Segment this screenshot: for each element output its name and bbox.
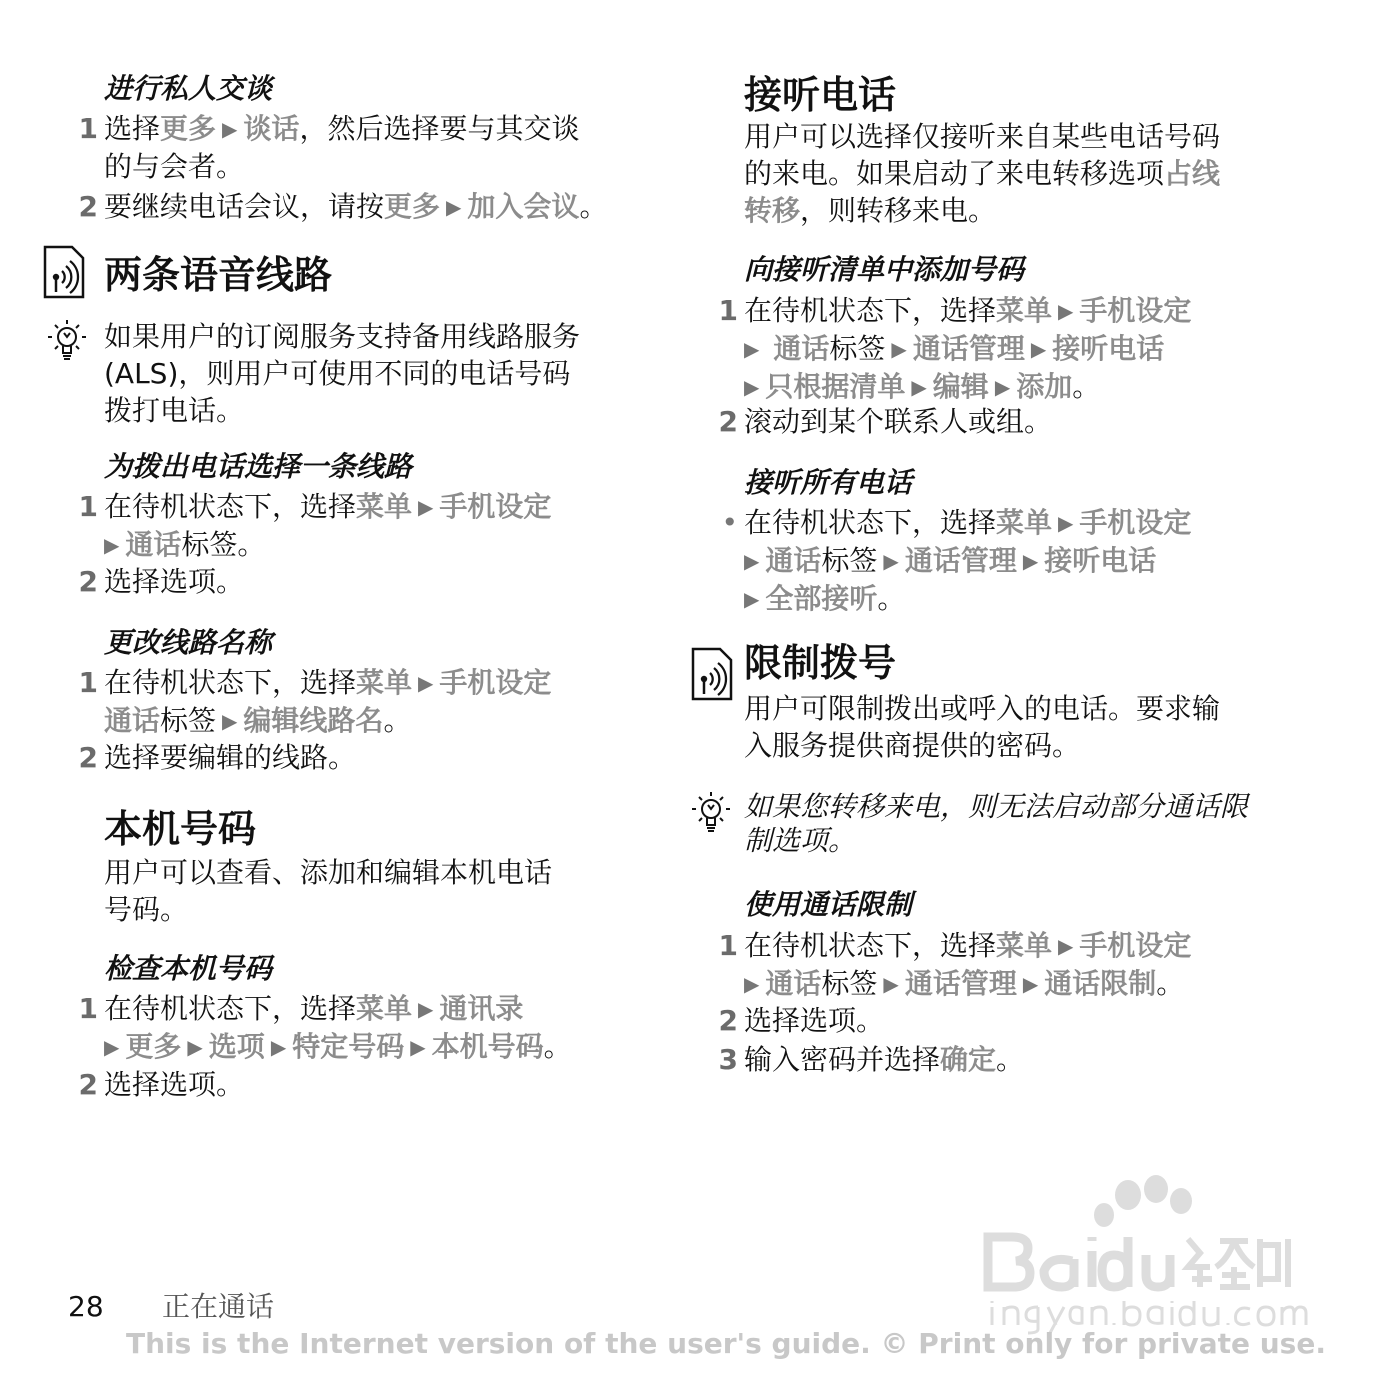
menu-menu: 菜单 <box>996 506 1053 539</box>
step-text: 在待机状态下，选择菜单 ▶ 手机设定 通话标签 ▶ 编辑线路名。 <box>104 666 552 737</box>
menu-calls: 通话 <box>765 544 822 577</box>
tip-restrict: 如果您转移来电，则无法启动部分通话限 制选项。 <box>744 790 1249 857</box>
step-text: 选择选项。 <box>744 1004 885 1037</box>
arrow-icon: ▶ <box>222 117 238 141</box>
arrow-icon: ▶ <box>418 495 434 519</box>
menu-edit: 编辑 <box>932 370 989 403</box>
arrow-icon: ▶ <box>446 195 462 219</box>
menu-settings: 手机设定 <box>1079 294 1192 327</box>
menu-menu: 菜单 <box>996 294 1053 327</box>
arrow-icon: ▶ <box>1058 934 1074 958</box>
arrow-icon: ▶ <box>891 337 907 361</box>
step-text: 在待机状态下，选择菜单 ▶ 手机设定 ▶ 通话标签 ▶ 通话管理 ▶ 接听电话 ▶ 只根据清单 ▶ 编辑 ▶ 添加。 <box>744 294 1192 403</box>
menu-only-from-list: 只根据清单 <box>765 370 906 403</box>
step-text: 在待机状态下，选择菜单 ▶ 手机设定 ▶ 通话标签 ▶ 通话管理 ▶ 通话限制。 <box>744 929 1192 1000</box>
step-number: 2 <box>718 405 738 438</box>
footer-section-title: 正在通话 <box>162 1290 275 1323</box>
menu-ok: 确定 <box>940 1043 997 1076</box>
arrow-icon: ▶ <box>1058 299 1074 323</box>
menu-settings: 手机设定 <box>1079 929 1192 962</box>
subheading-accept-all: 接听所有电话 <box>744 466 913 499</box>
step-number: 1 <box>718 294 738 327</box>
arrow-icon: ▶ <box>187 1035 203 1059</box>
menu-accept-calls: 接听电话 <box>1044 544 1157 577</box>
step-number: 1 <box>718 929 738 962</box>
arrow-icon: ▶ <box>104 533 120 557</box>
menu-menu: 菜单 <box>356 490 413 523</box>
menu-accept-calls: 接听电话 <box>1052 332 1165 365</box>
footer-notice: This is the Internet version of the user's guide. © Print only for private use. <box>126 1327 1326 1360</box>
menu-special-numbers: 特定号码 <box>292 1030 405 1063</box>
step-number: 1 <box>78 490 98 523</box>
menu-add: 添加 <box>1016 370 1073 403</box>
arrow-icon: ▶ <box>744 587 760 611</box>
step-number: 2 <box>78 1068 98 1101</box>
step-number: 1 <box>78 666 98 699</box>
step-text: 要继续电话会议，请按更多 ▶ 加入会议。 <box>104 190 608 223</box>
menu-menu: 菜单 <box>996 929 1053 962</box>
arrow-icon: ▶ <box>744 972 760 996</box>
arrow-icon: ▶ <box>994 375 1011 399</box>
arrow-icon: ▶ <box>883 972 899 996</box>
arrow-icon: ▶ <box>104 1035 120 1059</box>
menu-calls: 通话 <box>104 704 161 737</box>
subheading-check-numbers: 检查本机号码 <box>104 952 273 985</box>
menu-restrict-calls: 通话限制 <box>1044 967 1157 1000</box>
menu-more: 更多 <box>125 1030 182 1063</box>
menu-manage-calls: 通话管理 <box>904 544 1017 577</box>
step-text: 滚动到某个联系人或组。 <box>744 405 1053 438</box>
step-text: 在待机状态下，选择菜单 ▶ 通讯录 ▶ 更多 ▶ 选项 ▶ 特定号码 ▶ 本机号码。 <box>104 992 572 1063</box>
menu-more: 更多 <box>160 112 217 145</box>
menu-manage-calls: 通话管理 <box>912 332 1025 365</box>
menu-options: 选项 <box>208 1030 265 1063</box>
menu-menu: 菜单 <box>356 666 413 699</box>
lightbulb-tip-icon <box>690 790 732 836</box>
menu-manage-calls: 通话管理 <box>904 967 1017 1000</box>
menu-settings: 手机设定 <box>439 490 552 523</box>
menu-menu: 菜单 <box>356 992 413 1025</box>
menu-talk: 谈话 <box>243 112 300 145</box>
arrow-icon: ▶ <box>1058 511 1074 535</box>
subheading-add-to-list: 向接听清单中添加号码 <box>744 253 1025 286</box>
step-number: 2 <box>78 741 98 774</box>
section-title-two-lines: 两条语音线路 <box>104 253 333 297</box>
section-title-my-numbers: 本机号码 <box>104 807 257 851</box>
subheading-private-talk: 进行私人交谈 <box>104 72 273 105</box>
intro-my-numbers: 用户可以查看、添加和编辑本机电话 号码。 <box>104 856 553 926</box>
step-number: 2 <box>78 190 98 223</box>
menu-calls: 通话 <box>125 528 182 561</box>
arrow-icon: ▶ <box>222 709 238 733</box>
menu-settings: 手机设定 <box>439 666 552 699</box>
step-text: 在待机状态下，选择菜单 ▶ 手机设定 ▶ 通话标签 ▶ 通话管理 ▶ 接听电话 ▶ 全部接听。 <box>744 506 1192 615</box>
arrow-icon: ▶ <box>1030 337 1047 361</box>
section-title-restrict: 限制拨号 <box>744 641 897 685</box>
baidu-jingyan-watermark-logo <box>978 1175 1308 1335</box>
arrow-icon: ▶ <box>883 549 899 573</box>
lightbulb-tip-icon <box>46 318 88 364</box>
step-number: 3 <box>718 1043 738 1076</box>
step-text: 选择要编辑的线路。 <box>104 741 357 774</box>
arrow-icon: ▶ <box>418 671 434 695</box>
menu-settings: 手机设定 <box>1079 506 1192 539</box>
intro-accept-calls: 用户可以选择仅接听来自某些电话号码 的来电。如果启动了来电转移选项占线 转移，则转移来电。 <box>744 120 1221 227</box>
menu-busy: 占线 <box>1164 157 1221 190</box>
arrow-icon: ▶ <box>270 1035 287 1059</box>
menu-forward: 转移 <box>744 194 801 227</box>
arrow-icon: ▶ <box>744 375 760 399</box>
step-text: 输入密码并选择确定。 <box>744 1043 1025 1076</box>
menu-join-conference: 加入会议 <box>467 190 580 223</box>
step-number: 2 <box>718 1004 738 1037</box>
subheading-rename-line: 更改线路名称 <box>104 626 273 659</box>
menu-calls: 通话 <box>773 332 830 365</box>
intro-restrict: 用户可限制拨出或呼入的电话。要求输 入服务提供商提供的密码。 <box>744 692 1221 762</box>
bullet: • <box>721 506 738 539</box>
menu-edit-line-names: 编辑线路名 <box>243 704 384 737</box>
step-text: 选择选项。 <box>104 1068 245 1101</box>
network-service-icon <box>690 646 734 702</box>
menu-calls: 通话 <box>765 967 822 1000</box>
subheading-select-line: 为拨出电话选择一条线路 <box>104 450 413 483</box>
menu-all-callers: 全部接听 <box>765 582 878 615</box>
subheading-use-restrict: 使用通话限制 <box>744 888 913 921</box>
step-text: 选择更多 ▶ 谈话，然后选择要与其交谈 的与会者。 <box>104 112 580 183</box>
step-number: 1 <box>78 112 98 145</box>
step-number: 1 <box>78 992 98 1025</box>
arrow-icon: ▶ <box>744 549 760 573</box>
section-title-accept-calls: 接听电话 <box>744 73 897 117</box>
arrow-icon: ▶ <box>744 337 760 361</box>
arrow-icon: ▶ <box>410 1035 426 1059</box>
menu-contacts: 通讯录 <box>439 992 524 1025</box>
menu-more: 更多 <box>384 190 441 223</box>
arrow-icon: ▶ <box>1022 972 1039 996</box>
tip-als: 如果用户的订阅服务支持备用线路服务 (ALS)，则用户可使用不同的电话号码 拨打电话。 <box>104 320 581 427</box>
arrow-icon: ▶ <box>418 997 434 1021</box>
network-service-icon <box>42 244 86 300</box>
step-text: 在待机状态下，选择菜单 ▶ 手机设定 ▶ 通话标签。 <box>104 490 552 561</box>
step-number: 2 <box>78 565 98 598</box>
page-number: 28 <box>68 1290 104 1323</box>
menu-my-numbers: 本机号码 <box>431 1030 544 1063</box>
step-text: 选择选项。 <box>104 565 245 598</box>
arrow-icon: ▶ <box>1022 549 1039 573</box>
arrow-icon: ▶ <box>911 375 927 399</box>
